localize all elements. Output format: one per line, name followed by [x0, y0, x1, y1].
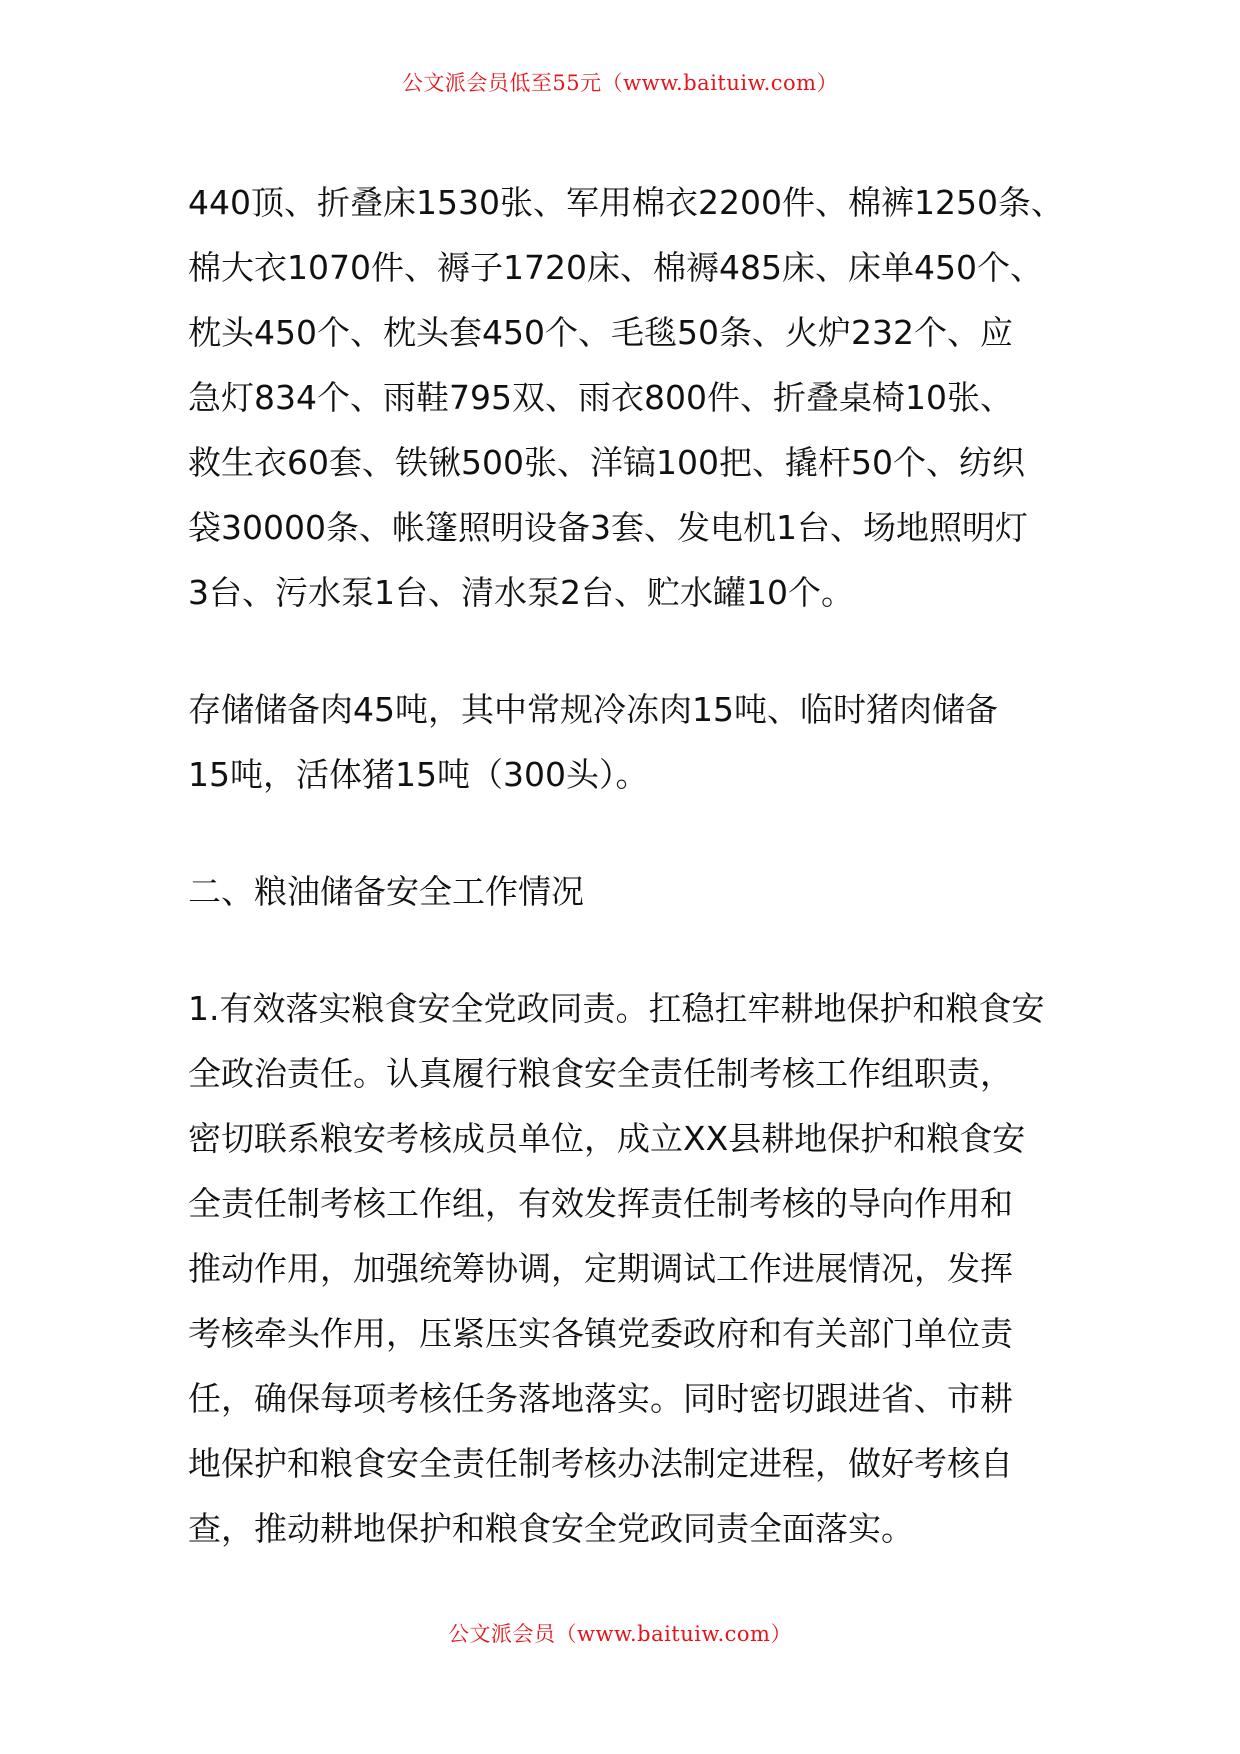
text-line: 查，推动耕地保护和粮食安全党政同责全面落实。 — [188, 1509, 914, 1548]
text-line: 急灯834个、雨鞋795双、雨衣800件、折叠桌椅10张、 — [188, 378, 1013, 417]
text-line: 枕头450个、枕头套450个、毛毯50条、火炉232个、应 — [188, 313, 1013, 352]
text-line: 推动作用，加强统筹协调，定期调试工作进展情况，发挥 — [188, 1249, 1013, 1288]
heading-text: 二、粮油储备安全工作情况 — [188, 872, 584, 911]
paragraph-supplies-list — [188, 170, 1068, 625]
paragraph-meat-reserve — [188, 677, 1068, 807]
paragraph-food-security — [188, 976, 1068, 1561]
text-line: 全责任制考核工作组，有效发挥责任制考核的导向作用和 — [188, 1184, 1013, 1223]
section-heading — [188, 859, 1068, 924]
text-line: 15吨，活体猪15吨（300头）。 — [188, 755, 649, 794]
text-line: 存储储备肉45吨，其中常规冷冻肉15吨、临时猪肉储备 — [188, 690, 998, 729]
text-line: 1.有效落实粮食安全党政同责。扛稳扛牢耕地保护和粮食安 — [188, 989, 1045, 1028]
document-body — [188, 170, 1068, 1561]
text-line: 救生衣60套、铁锹500张、洋镐100把、撬杆50个、纺织 — [188, 443, 1025, 482]
text-line: 全政治责任。认真履行粮食安全责任制考核工作组职责， — [188, 1054, 1013, 1093]
text-line: 任，确保每项考核任务落地落实。同时密切跟进省、市耕 — [188, 1379, 1013, 1418]
text-line: 440顶、折叠床1530张、军用棉衣2200件、棉裤1250条、 — [188, 183, 1064, 222]
text-line: 棉大衣1070件、褥子1720床、棉褥485床、床单450个、 — [188, 248, 1043, 287]
header-watermark: 公文派会员低至55元（www.baituiw.com） — [401, 71, 839, 95]
text-line: 袋30000条、帐篷照明设备3套、发电机1台、场地照明灯 — [188, 508, 1028, 547]
text-line: 地保护和粮食安全责任制考核办法制定进程，做好考核自 — [188, 1444, 1013, 1483]
footer-watermark: 公文派会员（www.baituiw.com） — [448, 1622, 792, 1646]
text-line: 密切联系粮安考核成员单位，成立XX县耕地保护和粮食安 — [188, 1119, 1026, 1158]
text-line: 3台、污水泵1台、清水泵2台、贮水罐10个。 — [188, 573, 854, 612]
text-line: 考核牵头作用，压紧压实各镇党委政府和有关部门单位责 — [188, 1314, 1013, 1353]
